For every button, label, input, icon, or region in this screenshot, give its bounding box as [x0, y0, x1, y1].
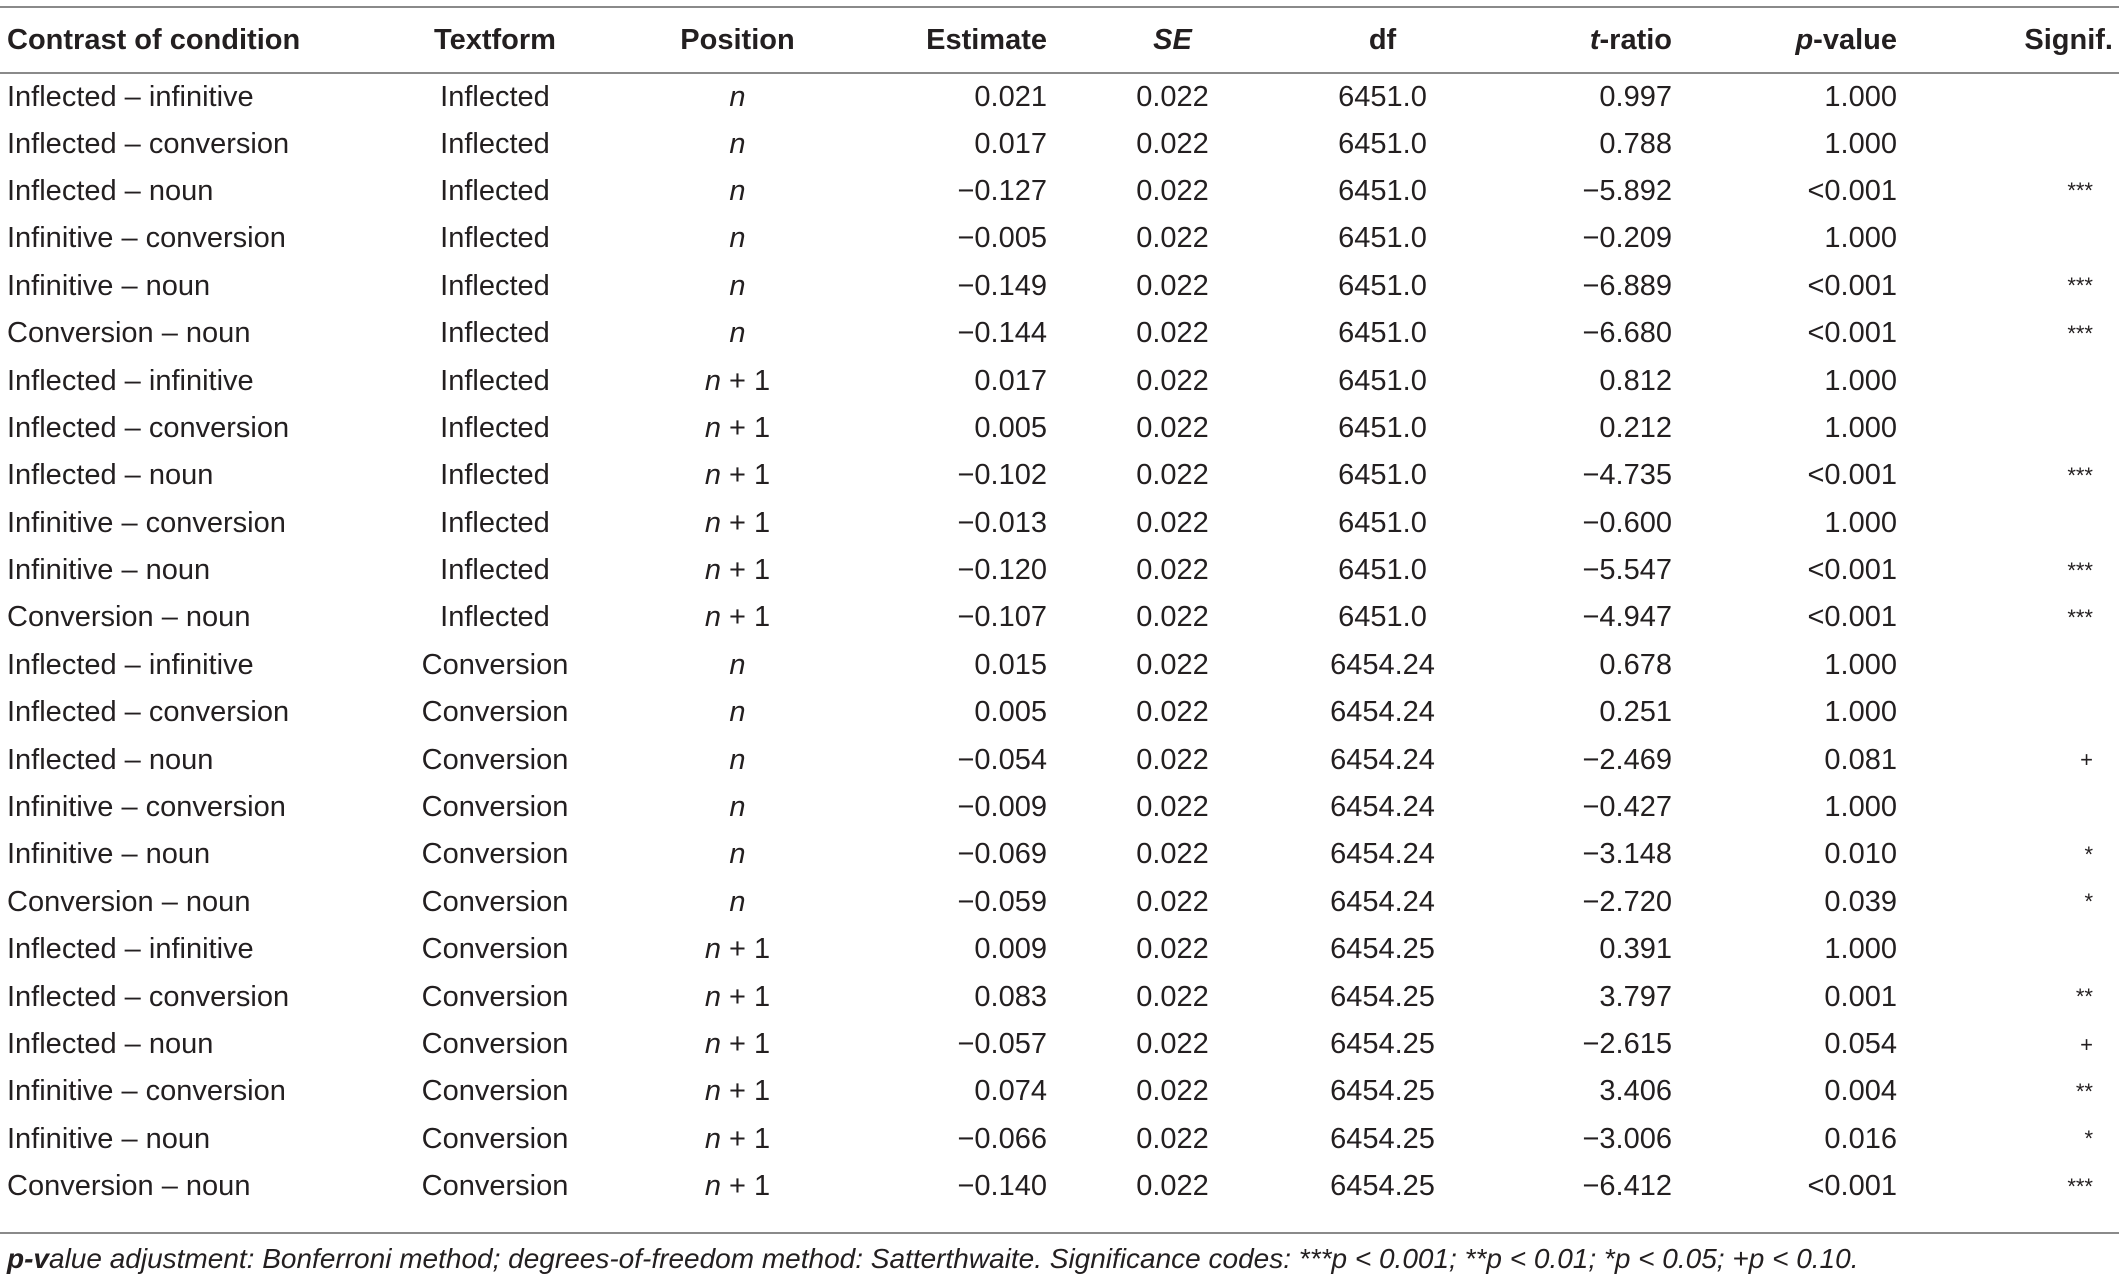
position-offset: + 1 [720, 1170, 771, 1203]
cell-se: 0.022 [1136, 838, 1209, 871]
cell-p-value: 0.010 [1824, 838, 1897, 871]
cell-signif [1905, 73, 2119, 120]
table-row [0, 547, 2119, 594]
cell-signif [1905, 689, 2119, 736]
table-row [0, 594, 2119, 641]
cell-textform: Inflected [440, 317, 550, 350]
cell-contrast: Conversion – noun [7, 601, 251, 634]
cell-t-ratio: 3.797 [1599, 980, 1672, 1013]
cell-se: 0.022 [1136, 269, 1209, 302]
position-variable: n [729, 743, 746, 776]
cell-t-ratio: −4.735 [1582, 459, 1672, 492]
cell-p-value: <0.001 [1807, 269, 1897, 302]
cell-textform: Conversion [421, 980, 569, 1013]
position-variable: n [704, 554, 721, 587]
position-variable: n [729, 127, 746, 160]
cell-se: 0.022 [1136, 791, 1209, 824]
cell-p-value: 0.081 [1824, 743, 1897, 776]
cell-contrast: Inflected – conversion [7, 980, 290, 1013]
results-table-container [0, 6, 2119, 1210]
cell-df: 6451.0 [1338, 554, 1427, 587]
cell-textform: Inflected [440, 364, 550, 397]
cell-contrast: Infinitive – noun [7, 838, 211, 871]
position-offset: + 1 [720, 1028, 771, 1060]
cell-position [595, 215, 880, 262]
cell-p-value: <0.001 [1807, 554, 1897, 587]
cell-signif [1905, 120, 2119, 167]
footer-divider [0, 1232, 2119, 1234]
footnote-text: alue adjustment: Bonferroni method; degrees-of-freedom method: Satterthwaite. Significance codes: ***p < 0.001; **p < 0.01; *p < 0.05; +p < 0.10. [49, 1243, 1859, 1274]
cell-signif: ** [2075, 1078, 2093, 1104]
cell-position [595, 784, 880, 831]
header-t-suffix: -ratio [1599, 23, 1672, 56]
cell-df: 6454.25 [1330, 1122, 1435, 1155]
table-row [0, 452, 2119, 499]
cell-se: 0.022 [1136, 174, 1209, 207]
table-row [0, 1021, 2119, 1068]
cell-df: 6451.0 [1338, 174, 1427, 207]
position-variable: n [729, 317, 746, 350]
cell-signif: *** [2067, 273, 2093, 299]
cell-position [595, 405, 880, 452]
cell-estimate: −0.102 [957, 459, 1047, 492]
cell-signif [1905, 405, 2119, 452]
cell-textform: Inflected [440, 554, 550, 587]
cell-t-ratio: −3.148 [1582, 838, 1672, 871]
cell-se: 0.022 [1136, 933, 1209, 966]
cell-se: 0.022 [1136, 980, 1209, 1013]
header-se: SE [1055, 7, 1290, 73]
cell-df: 6451.0 [1338, 459, 1427, 492]
cell-signif: ** [2075, 984, 2093, 1010]
cell-signif: * [2084, 1126, 2093, 1152]
cell-estimate: −0.149 [957, 269, 1047, 302]
cell-textform: Inflected [440, 269, 550, 302]
cell-position [595, 1163, 880, 1210]
position-variable: n [704, 506, 721, 539]
cell-position [595, 642, 880, 689]
cell-t-ratio: −4.947 [1582, 601, 1672, 634]
cell-signif: *** [2067, 604, 2093, 630]
table-row [0, 642, 2119, 689]
cell-se: 0.022 [1136, 648, 1209, 681]
cell-position [595, 736, 880, 783]
cell-se: 0.022 [1136, 601, 1209, 634]
table-row [0, 879, 2119, 926]
cell-p-value: 1.000 [1824, 80, 1897, 113]
cell-p-value: <0.001 [1807, 1170, 1897, 1203]
cell-p-value: <0.001 [1807, 459, 1897, 492]
cell-textform: Conversion [421, 885, 569, 918]
cell-position [595, 1021, 880, 1068]
table-row [0, 736, 2119, 783]
cell-df: 6451.0 [1338, 317, 1427, 350]
cell-t-ratio: 0.251 [1599, 696, 1672, 729]
table-row [0, 500, 2119, 547]
cell-df: 6454.24 [1330, 648, 1435, 681]
table-row [0, 1163, 2119, 1210]
position-variable: n [704, 364, 721, 397]
cell-textform: Conversion [421, 696, 569, 729]
cell-t-ratio: −2.469 [1582, 743, 1672, 776]
cell-position [595, 879, 880, 926]
header-t-prefix: t [1589, 23, 1600, 56]
cell-signif: + [2080, 1031, 2093, 1057]
cell-se: 0.022 [1136, 127, 1209, 160]
cell-estimate: −0.059 [957, 885, 1047, 918]
position-offset: + 1 [720, 459, 771, 492]
cell-textform: Inflected [440, 459, 550, 492]
cell-contrast: Inflected – noun [7, 1028, 214, 1060]
cell-position [595, 973, 880, 1020]
header-p-value [1680, 7, 1905, 73]
cell-se: 0.022 [1136, 222, 1209, 255]
cell-df: 6451.0 [1338, 127, 1427, 160]
cell-contrast: Infinitive – conversion [7, 791, 286, 824]
cell-se: 0.022 [1136, 317, 1209, 350]
cell-signif [1905, 500, 2119, 547]
cell-position [595, 926, 880, 973]
position-variable: n [704, 459, 721, 492]
cell-contrast: Inflected – infinitive [7, 648, 254, 681]
cell-t-ratio: −6.680 [1582, 317, 1672, 350]
table-row [0, 357, 2119, 404]
position-offset: + 1 [720, 411, 771, 444]
position-variable: n [704, 1122, 721, 1155]
cell-position [595, 689, 880, 736]
cell-p-value: 0.039 [1824, 885, 1897, 918]
cell-contrast: Inflected – infinitive [7, 80, 254, 113]
cell-estimate: −0.005 [957, 222, 1047, 255]
footnote-lead: p-v [7, 1243, 49, 1274]
cell-estimate: 0.005 [974, 696, 1047, 729]
cell-df: 6451.0 [1338, 506, 1427, 539]
cell-t-ratio: −6.412 [1582, 1170, 1672, 1203]
cell-position [595, 547, 880, 594]
header-df: df [1290, 7, 1475, 73]
table-row [0, 973, 2119, 1020]
cell-t-ratio: −3.006 [1582, 1122, 1672, 1155]
cell-estimate: 0.017 [974, 127, 1047, 160]
position-offset: + 1 [720, 933, 771, 966]
cell-p-value: 1.000 [1824, 127, 1897, 160]
cell-estimate: −0.054 [957, 743, 1047, 776]
cell-textform: Conversion [421, 648, 569, 681]
cell-signif [1905, 215, 2119, 262]
cell-t-ratio: 0.212 [1599, 411, 1672, 444]
cell-textform: Conversion [421, 1075, 569, 1108]
cell-p-value: 1.000 [1824, 933, 1897, 966]
cell-textform: Conversion [421, 1170, 569, 1203]
table-row [0, 689, 2119, 736]
cell-position [595, 1116, 880, 1163]
cell-contrast: Inflected – noun [7, 743, 214, 776]
position-variable: n [729, 648, 746, 681]
header-p-prefix: p [1795, 23, 1814, 56]
position-offset: + 1 [720, 1122, 771, 1155]
cell-se: 0.022 [1136, 80, 1209, 113]
position-variable: n [729, 885, 746, 918]
cell-df: 6451.0 [1338, 222, 1427, 255]
position-offset: + 1 [720, 554, 771, 587]
cell-signif [1905, 357, 2119, 404]
cell-t-ratio: −0.427 [1582, 791, 1672, 824]
cell-df: 6451.0 [1338, 601, 1427, 634]
cell-se: 0.022 [1136, 885, 1209, 918]
header-row [0, 7, 2119, 73]
cell-p-value: 0.001 [1824, 980, 1897, 1013]
cell-se: 0.022 [1136, 1170, 1209, 1203]
cell-signif: *** [2067, 178, 2093, 204]
cell-estimate: −0.120 [957, 554, 1047, 587]
table-row [0, 215, 2119, 262]
cell-position [595, 1068, 880, 1115]
cell-se: 0.022 [1136, 554, 1209, 587]
cell-textform: Inflected [440, 601, 550, 634]
cell-textform: Conversion [421, 933, 569, 966]
cell-signif: * [2084, 889, 2093, 915]
cell-contrast: Infinitive – noun [7, 554, 211, 587]
table-body [0, 73, 2119, 1210]
cell-contrast: Inflected – infinitive [7, 933, 254, 966]
cell-t-ratio: −6.889 [1582, 269, 1672, 302]
cell-contrast: Conversion – noun [7, 317, 251, 350]
cell-t-ratio: −2.720 [1582, 885, 1672, 918]
cell-contrast: Inflected – noun [7, 174, 214, 207]
table-row [0, 120, 2119, 167]
cell-t-ratio: 0.391 [1599, 933, 1672, 966]
cell-se: 0.022 [1136, 743, 1209, 776]
table-row [0, 310, 2119, 357]
cell-t-ratio: 0.812 [1599, 364, 1672, 397]
table-row [0, 263, 2119, 310]
cell-df: 6454.24 [1330, 885, 1435, 918]
cell-estimate: −0.107 [957, 601, 1047, 634]
table-footnote [7, 1243, 1858, 1275]
cell-textform: Inflected [440, 506, 550, 539]
cell-t-ratio: 3.406 [1599, 1075, 1672, 1108]
cell-estimate: −0.140 [957, 1170, 1047, 1203]
cell-contrast: Infinitive – conversion [7, 506, 286, 539]
cell-p-value: 1.000 [1824, 791, 1897, 824]
cell-position [595, 452, 880, 499]
cell-signif: *** [2067, 320, 2093, 346]
cell-estimate: 0.005 [974, 411, 1047, 444]
cell-p-value: 0.054 [1824, 1028, 1897, 1060]
contrast-results-table [0, 6, 2119, 1210]
position-variable: n [704, 980, 721, 1013]
cell-estimate: −0.009 [957, 791, 1047, 824]
cell-signif: * [2084, 841, 2093, 867]
cell-position [595, 831, 880, 878]
cell-estimate: −0.069 [957, 838, 1047, 871]
cell-p-value: 0.016 [1824, 1122, 1897, 1155]
cell-df: 6451.0 [1338, 364, 1427, 397]
cell-signif [1905, 784, 2119, 831]
header-position: Position [595, 7, 880, 73]
cell-contrast: Conversion – noun [7, 1170, 251, 1203]
position-variable: n [704, 1075, 721, 1108]
cell-se: 0.022 [1136, 364, 1209, 397]
table-row [0, 405, 2119, 452]
cell-estimate: −0.057 [957, 1028, 1047, 1060]
position-variable: n [704, 601, 721, 634]
position-offset: + 1 [720, 601, 771, 634]
cell-contrast: Inflected – noun [7, 459, 214, 492]
position-offset: + 1 [720, 1075, 771, 1108]
position-variable: n [704, 1170, 721, 1203]
cell-df: 6451.0 [1338, 269, 1427, 302]
cell-position [595, 73, 880, 120]
cell-p-value: 1.000 [1824, 506, 1897, 539]
cell-p-value: 1.000 [1824, 222, 1897, 255]
cell-textform: Inflected [440, 80, 550, 113]
cell-df: 6454.24 [1330, 743, 1435, 776]
header-estimate: Estimate [880, 7, 1055, 73]
position-variable: n [729, 222, 746, 255]
cell-estimate: 0.009 [974, 933, 1047, 966]
table-row [0, 926, 2119, 973]
header-p-suffix: -value [1813, 23, 1897, 56]
table-row [0, 1068, 2119, 1115]
cell-signif: *** [2067, 1173, 2093, 1199]
position-variable: n [729, 791, 746, 824]
cell-p-value: 1.000 [1824, 411, 1897, 444]
cell-position [595, 357, 880, 404]
cell-signif [1905, 642, 2119, 689]
position-variable: n [729, 269, 746, 302]
cell-t-ratio: −0.209 [1582, 222, 1672, 255]
cell-estimate: 0.074 [974, 1075, 1047, 1108]
position-variable: n [729, 838, 746, 871]
cell-textform: Inflected [440, 174, 550, 207]
cell-se: 0.022 [1136, 459, 1209, 492]
position-offset: + 1 [720, 506, 771, 539]
cell-df: 6454.24 [1330, 696, 1435, 729]
position-offset: + 1 [720, 364, 771, 397]
cell-position [595, 310, 880, 357]
cell-p-value: <0.001 [1807, 174, 1897, 207]
cell-textform: Conversion [421, 1122, 569, 1155]
cell-p-value: <0.001 [1807, 317, 1897, 350]
cell-estimate: 0.015 [974, 648, 1047, 681]
cell-signif: + [2080, 747, 2093, 773]
cell-contrast: Conversion – noun [7, 885, 251, 918]
cell-t-ratio: −2.615 [1582, 1028, 1672, 1060]
table-row [0, 831, 2119, 878]
cell-position [595, 168, 880, 215]
cell-df: 6454.25 [1330, 933, 1435, 966]
cell-estimate: −0.127 [957, 174, 1047, 207]
cell-se: 0.022 [1136, 1028, 1209, 1060]
position-offset: + 1 [720, 980, 771, 1013]
cell-p-value: 1.000 [1824, 648, 1897, 681]
cell-df: 6451.0 [1338, 80, 1427, 113]
cell-se: 0.022 [1136, 1075, 1209, 1108]
cell-t-ratio: 0.678 [1599, 648, 1672, 681]
cell-t-ratio: −5.892 [1582, 174, 1672, 207]
table-header [0, 7, 2119, 73]
cell-position [595, 594, 880, 641]
cell-df: 6454.25 [1330, 1028, 1435, 1060]
cell-p-value: <0.001 [1807, 601, 1897, 634]
cell-textform: Inflected [440, 222, 550, 255]
cell-df: 6454.25 [1330, 1075, 1435, 1108]
cell-contrast: Inflected – infinitive [7, 364, 254, 397]
cell-se: 0.022 [1136, 506, 1209, 539]
cell-textform: Conversion [421, 791, 569, 824]
cell-estimate: 0.021 [974, 80, 1047, 113]
cell-signif: *** [2067, 462, 2093, 488]
cell-textform: Inflected [440, 411, 550, 444]
cell-contrast: Infinitive – noun [7, 1122, 211, 1155]
cell-t-ratio: −0.600 [1582, 506, 1672, 539]
cell-se: 0.022 [1136, 411, 1209, 444]
cell-estimate: 0.017 [974, 364, 1047, 397]
cell-contrast: Inflected – conversion [7, 696, 290, 729]
cell-se: 0.022 [1136, 696, 1209, 729]
cell-estimate: 0.083 [974, 980, 1047, 1013]
cell-df: 6454.25 [1330, 980, 1435, 1013]
table-row [0, 1116, 2119, 1163]
cell-t-ratio: 0.997 [1599, 80, 1672, 113]
cell-df: 6451.0 [1338, 411, 1427, 444]
table-row [0, 784, 2119, 831]
cell-p-value: 0.004 [1824, 1075, 1897, 1108]
cell-position [595, 263, 880, 310]
position-variable: n [729, 80, 746, 113]
table-row [0, 168, 2119, 215]
cell-contrast: Inflected – conversion [7, 127, 290, 160]
cell-signif: *** [2067, 557, 2093, 583]
position-variable: n [729, 696, 746, 729]
position-variable: n [729, 174, 746, 207]
cell-position [595, 120, 880, 167]
cell-estimate: −0.013 [957, 506, 1047, 539]
cell-df: 6454.24 [1330, 838, 1435, 871]
cell-estimate: −0.144 [957, 317, 1047, 350]
cell-df: 6454.24 [1330, 791, 1435, 824]
position-variable: n [704, 933, 721, 966]
cell-position [595, 500, 880, 547]
cell-textform: Conversion [421, 743, 569, 776]
cell-contrast: Inflected – conversion [7, 411, 290, 444]
header-t-ratio [1475, 7, 1680, 73]
cell-p-value: 1.000 [1824, 364, 1897, 397]
header-signif: Signif. [1905, 7, 2119, 73]
cell-textform: Conversion [421, 838, 569, 871]
cell-se: 0.022 [1136, 1122, 1209, 1155]
cell-t-ratio: −5.547 [1582, 554, 1672, 587]
cell-t-ratio: 0.788 [1599, 127, 1672, 160]
cell-textform: Conversion [421, 1028, 569, 1060]
table-row [0, 73, 2119, 120]
cell-contrast: Infinitive – conversion [7, 222, 286, 255]
cell-p-value: 1.000 [1824, 696, 1897, 729]
cell-contrast: Infinitive – conversion [7, 1075, 286, 1108]
position-variable: n [704, 411, 721, 444]
header-textform: Textform [395, 7, 595, 73]
header-contrast: Contrast of condition [0, 7, 395, 73]
cell-contrast: Infinitive – noun [7, 269, 211, 302]
cell-df: 6454.25 [1330, 1170, 1435, 1203]
position-variable: n [704, 1028, 721, 1060]
cell-textform: Inflected [440, 127, 550, 160]
cell-estimate: −0.066 [957, 1122, 1047, 1155]
cell-signif [1905, 926, 2119, 973]
